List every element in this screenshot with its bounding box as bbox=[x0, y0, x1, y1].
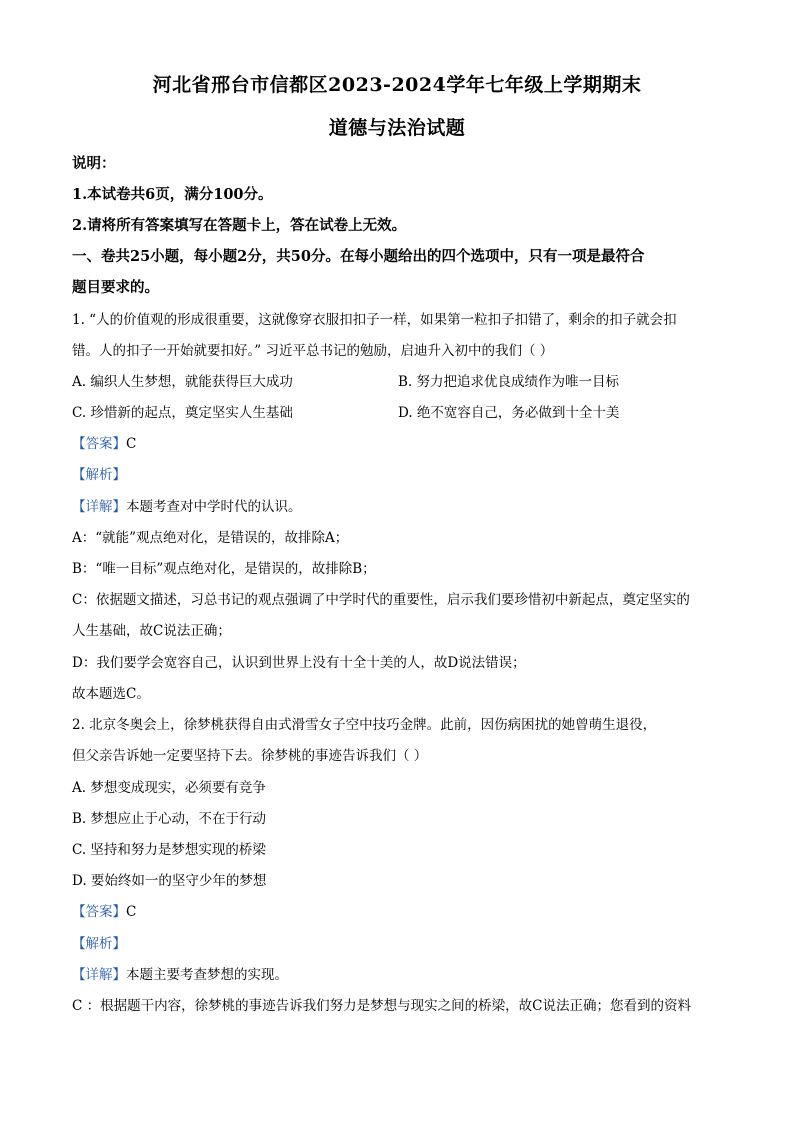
answer-value: C bbox=[126, 436, 137, 452]
q1-stem-line-1: 1. “人的价值观的形成很重要，这就像穿衣服扣扣子一样，如果第一粒扣子扣错了，剩余的扣子就会扣 bbox=[72, 312, 677, 328]
q1-option-a: A. 编织人生梦想，就能获得巨大成功 bbox=[72, 374, 293, 390]
notes-item-2: 2.请将所有答案填写在答题卡上，答在试卷上无效。 bbox=[72, 217, 407, 234]
q1-option-d: D. 绝不宽容自己，务必做到十全十美 bbox=[398, 405, 620, 421]
q2-option-d: D. 要始终如一的坚守少年的梦想 bbox=[72, 873, 267, 889]
q2-stem-line-2: 但父亲告诉她一定要坚持下去。徐梦桃的事迹告诉我们（ ） bbox=[72, 748, 428, 764]
q1-analysis-tag: 【解析】 bbox=[72, 467, 126, 483]
q1-explanation-a: A：“就能”观点绝对化，是错误的，故排除A； bbox=[72, 530, 349, 546]
q1-explanation-b: B：“唯一目标”观点绝对化，是错误的，故排除B； bbox=[72, 561, 376, 577]
section-heading-line-1: 一、卷共25小题，每小题2分，共50分。在每小题给出的四个选项中，只有一项是最符合 bbox=[72, 248, 645, 265]
q2-option-b: B. 梦想应止于心动，不在于行动 bbox=[72, 811, 267, 827]
q2-detail bbox=[72, 963, 288, 983]
document-subtitle: 道德与法治试题 bbox=[328, 117, 466, 139]
q1-explanation-d: D：我们要学会宽容自己，认识到世界上没有十全十美的人，故D说法错误； bbox=[72, 655, 526, 671]
answer-tag: 【答案】 bbox=[72, 436, 126, 452]
q1-conclusion: 故本题选C。 bbox=[72, 686, 150, 702]
detail-text: 本题主要考查梦想的实现。 bbox=[126, 967, 288, 983]
q2-stem-line-1: 2. 北京冬奥会上，徐梦桃获得自由式滑雪女子空中技巧金牌。此前，因伤病困扰的她曾萌生退役， bbox=[72, 717, 657, 733]
q1-answer bbox=[72, 432, 136, 452]
notes-heading: 说明： bbox=[72, 155, 116, 172]
detail-tag: 【详解】 bbox=[72, 499, 126, 515]
document-title: 河北省邢台市信都区2023-2024学年七年级上学期期末 bbox=[152, 74, 642, 96]
q1-stem-line-2: 错。人的扣子一开始就要扣好。” 习近平总书记的勉励，启迪升入初中的我们（ ） bbox=[72, 343, 554, 359]
q2-analysis-tag: 【解析】 bbox=[72, 936, 126, 952]
answer-value: C bbox=[126, 904, 137, 920]
q1-option-c: C. 珍惜新的起点，奠定坚实人生基础 bbox=[72, 405, 293, 421]
q1-option-b: B. 努力把追求优良成绩作为唯一目标 bbox=[398, 374, 620, 390]
q2-option-c: C. 坚持和努力是梦想实现的桥梁 bbox=[72, 842, 266, 858]
q1-explanation-c-line-1: C：依据题文描述，习总书记的观点强调了中学时代的重要性，启示我们要珍惜初中新起点，奠定坚实的 bbox=[72, 592, 690, 608]
detail-tag: 【详解】 bbox=[72, 967, 126, 983]
detail-text: 本题考查对中学时代的认识。 bbox=[126, 499, 302, 515]
section-heading-line-2: 题目要求的。 bbox=[72, 279, 159, 296]
q2-option-a: A. 梦想变成现实，必须要有竞争 bbox=[72, 780, 266, 796]
notes-item-1: 1.本试卷共6页，满分100分。 bbox=[72, 186, 273, 203]
answer-tag: 【答案】 bbox=[72, 904, 126, 920]
q1-detail bbox=[72, 495, 302, 515]
q1-explanation-c-line-2: 人生基础，故C说法正确； bbox=[72, 623, 231, 639]
q2-answer bbox=[72, 900, 136, 920]
q2-explanation-c: C ：根据题干内容，徐梦桃的事迹告诉我们努力是梦想与现实之间的桥梁，故C说法正确；您看到的资料 bbox=[72, 998, 691, 1014]
